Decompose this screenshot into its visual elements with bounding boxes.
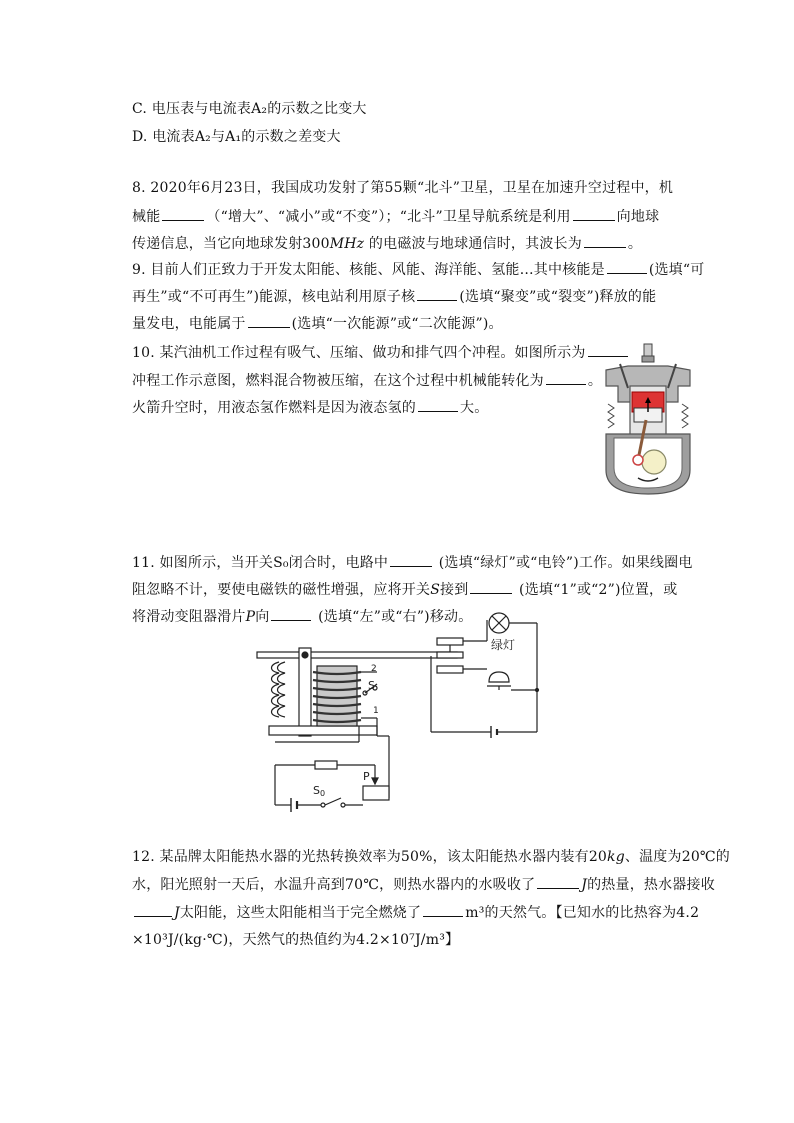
- lower-contact: [437, 666, 463, 673]
- resistor-icon: [315, 761, 337, 769]
- q9-line2: 再生”或“不可再生”)能源，核电站利用原子核 (选填“聚变”或“裂变”)释放的能: [132, 286, 656, 306]
- q8-blank3[interactable]: [584, 233, 626, 248]
- q10-blank2[interactable]: [546, 370, 586, 385]
- q9-blank3[interactable]: [248, 313, 290, 328]
- q10-line2: 冲程工作示意图，燃料混合物被压缩，在这个过程中机械能转化为 。: [132, 370, 602, 390]
- option-d: D. 电流表A₂与A₁的示数之差变大: [132, 129, 341, 145]
- q10-line1: 10. 某汽油机工作过程有吸气、压缩、做功和排气四个冲程。如图所示为: [132, 342, 630, 362]
- q8-line2: 械能 （“增大”、“减小”或“不变”）；“北斗”卫星导航系统是利用 向地球: [132, 206, 659, 226]
- engine-compression-figure: [598, 342, 698, 497]
- q11-line3: 将滑动变阻器滑片P向 (选填“左”或“右”)移动。: [132, 606, 472, 626]
- q12-line3: J太阳能，这些太阳能相当于完全燃烧了 m³的天然气。【已知水的比热容为4.2: [132, 902, 699, 922]
- q8-blank2[interactable]: [573, 206, 615, 221]
- q11-blank2[interactable]: [470, 579, 512, 594]
- p-label: P: [363, 770, 370, 783]
- rheostat: [363, 786, 389, 800]
- q9-line3: 量发电，电能属于 (选填“一次能源”或“二次能源”)。: [132, 313, 503, 333]
- q12-blank1[interactable]: [537, 874, 579, 889]
- q11-line2: 阻忽略不计，要使电磁铁的磁性增强，应将开关S接到 (选填“1”或“2”)位置，或: [132, 579, 677, 599]
- bell-icon: [489, 672, 509, 682]
- q10-line3: 火箭升空时，用液态氢作燃料是因为液态氢的 大。: [132, 397, 488, 417]
- q9-blank1[interactable]: [607, 259, 647, 274]
- q11-blank1[interactable]: [390, 552, 432, 567]
- q8-line3: 传递信息，当它向地球发射300MHz 的电磁波与地球通信时，其波长为 。: [132, 233, 642, 253]
- terminal-1-label: 1: [373, 706, 379, 716]
- q12-line1: 12. 某品牌太阳能热水器的光热转换效率为50%，该太阳能热水器内装有20kg、温度为20℃的: [132, 849, 730, 865]
- q9-line1: 9. 目前人们正致力于开发太阳能、核能、风能、海洋能、氢能…其中核能是 (选填“可: [132, 259, 704, 279]
- switch-s-label: S: [368, 679, 375, 692]
- s0-label: S0: [313, 784, 326, 798]
- relay-circuit-diagram: [255, 612, 550, 814]
- q12-line2: 水，阳光照射一天后，水温升高到70℃，则热水器内的水吸收了 J的热量，热水器接收: [132, 874, 715, 894]
- slider-p-icon[interactable]: [372, 778, 378, 784]
- q9-blank2[interactable]: [417, 286, 457, 301]
- terminal-2-label: 2: [371, 664, 377, 674]
- upper-contact: [437, 638, 463, 645]
- q12-blank2[interactable]: [134, 902, 172, 917]
- option-c: C. 电压表与电流表A₂的示数之比变大: [132, 101, 367, 117]
- switch-s0[interactable]: [325, 798, 341, 805]
- q12-line4: ×10³J/(kg·℃)，天然气的热值约为4.2×10⁷J/m³】: [132, 932, 460, 948]
- lamp-label: 绿灯: [491, 638, 516, 652]
- q10-blank3[interactable]: [418, 397, 458, 412]
- q8-blank1[interactable]: [162, 206, 204, 221]
- q11-line1: 11. 如图所示，当开关S₀闭合时，电路中 (选填“绿灯”或“电铃”)工作。如果线圈电: [132, 552, 693, 572]
- q8-line1: 8. 2020年6月23日，我国成功发射了第55颗“北斗”卫星，卫星在加速升空过程中，机: [132, 180, 674, 196]
- q12-blank3[interactable]: [423, 902, 463, 917]
